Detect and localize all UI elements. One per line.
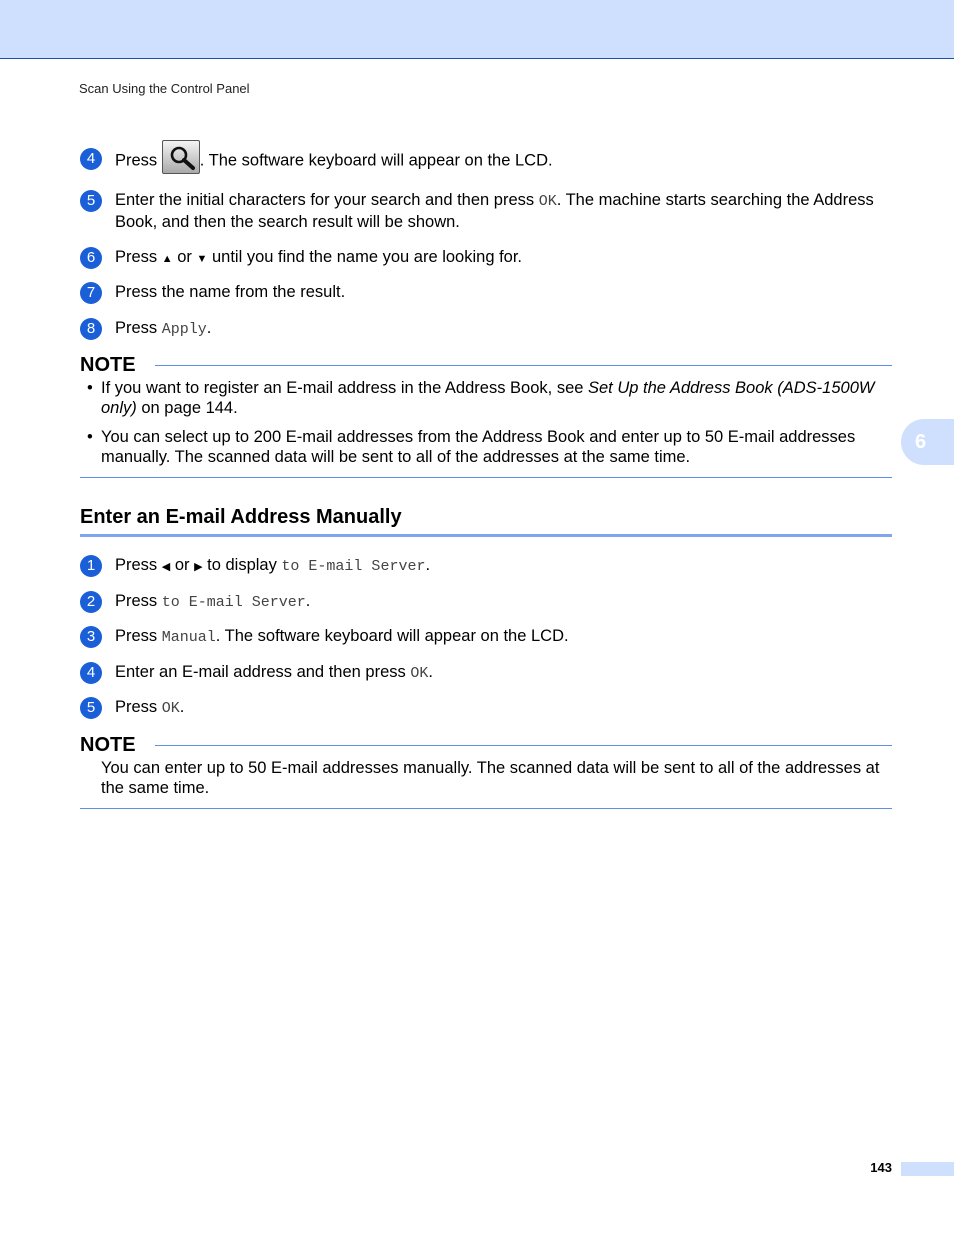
step-8 — [80, 318, 892, 340]
step-number: 4 — [80, 662, 102, 684]
step-5 — [80, 190, 892, 233]
bullet-dot: • — [87, 379, 93, 397]
section-title: Enter an E-mail Address Manually — [80, 506, 402, 528]
step-number: 7 — [80, 282, 102, 304]
step-text: Press Apply. — [115, 319, 212, 338]
triangle-right-icon: ▶ — [194, 561, 203, 573]
step-1 — [80, 555, 892, 578]
step-2 — [80, 591, 892, 613]
step-number: 6 — [80, 247, 102, 269]
note-bullet-text: If you want to register an E-mail address in the Address Book, see Set Up the Address Book (ADS-1500W only) on page 144. — [101, 379, 875, 417]
triangle-up-icon: ▲ — [161, 253, 173, 265]
header-band — [0, 0, 954, 59]
note-bullet-text: You can select up to 200 E-mail addresses from the Address Book and enter up to 50 E-mail addresses manually. The scanned data will be sent to all of the addresses at the same time. — [101, 428, 856, 466]
chapter-tab: 6 — [901, 419, 954, 465]
step-number: 5 — [80, 697, 102, 719]
step-number: 2 — [80, 591, 102, 613]
step-3 — [80, 626, 892, 648]
note-title: NOTE — [80, 734, 136, 756]
note-rule — [155, 745, 892, 746]
cross-reference-link[interactable]: Set Up the Address Book (ADS-1500W only) — [101, 379, 875, 417]
note-header — [80, 734, 892, 756]
step-number: 3 — [80, 626, 102, 648]
magnifier-icon — [168, 145, 196, 171]
note-bullet — [87, 427, 892, 467]
step-4 — [80, 148, 892, 174]
step-7 — [80, 282, 892, 303]
step-number: 8 — [80, 318, 102, 340]
note-bullet — [87, 378, 892, 418]
step-5b — [80, 697, 892, 719]
note-rule — [155, 365, 892, 366]
step-text: Press the name from the result. — [115, 283, 346, 301]
note-end-rule — [80, 477, 892, 478]
step-6 — [80, 247, 892, 270]
step-text: Press OK. — [115, 698, 185, 717]
section-rule — [80, 534, 892, 537]
running-head: Scan Using the Control Panel — [79, 81, 250, 96]
step-text: Press Manual. The software keyboard will appear on the LCD. — [115, 627, 569, 646]
search-key-button — [162, 140, 200, 174]
note-header — [80, 354, 892, 376]
note-title: NOTE — [80, 354, 136, 376]
page-number: 143 — [870, 1160, 892, 1175]
bullet-dot: • — [87, 428, 93, 446]
step-number: 4 — [80, 148, 102, 170]
step-text: Press ◀ or ▶ to display to E-mail Server. — [115, 556, 431, 575]
footer-tab — [901, 1162, 954, 1176]
step-number: 5 — [80, 190, 102, 212]
triangle-down-icon: ▼ — [196, 253, 208, 265]
step-text: Press ▲ or ▼ until you find the name you are looking for. — [115, 248, 523, 266]
note-text: You can enter up to 50 E-mail addresses manually. The scanned data will be sent to all of the addresses at the same time. — [101, 759, 880, 797]
note-end-rule — [80, 808, 892, 809]
step-text: Enter an E-mail address and then press OK. — [115, 663, 433, 682]
step-text: Enter the initial characters for your search and then press OK. The machine starts searching the Address Book, and then the search result will be shown. — [115, 191, 874, 231]
step-number: 1 — [80, 555, 102, 577]
step-text: Press . The software keyboard will appear on the LCD. — [115, 148, 892, 174]
step-text: Press to E-mail Server. — [115, 592, 311, 611]
triangle-left-icon: ◀ — [161, 561, 171, 573]
step-4b — [80, 662, 892, 684]
